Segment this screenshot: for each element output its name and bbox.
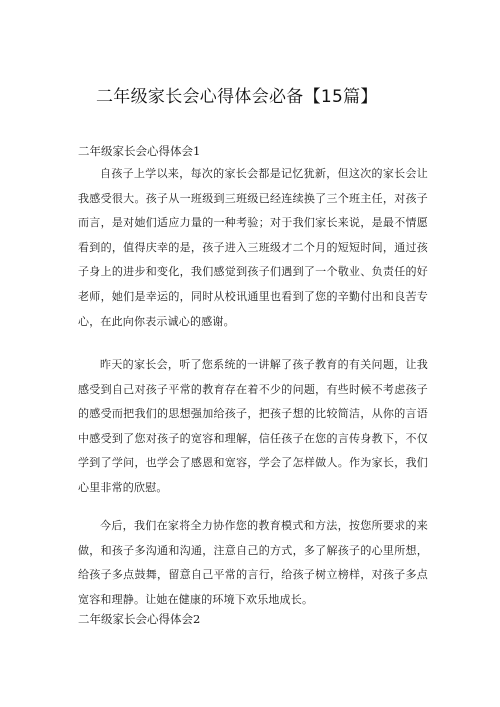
paragraph: 自孩子上学以来，每次的家长会都是记忆犹新，但这次的家长会让我感受很大。孩子从一班级到三班级已经连续换了三个班主任，对孩子而言，是对她们适应力量的一种考验；对于我们家长来说，是最不情愿看到的，值得庆幸的是，孩子进入三班级才二个月的短短时间，通过孩子身上的进步和变化，我们感觉到孩子们遇到了一个敬业、负责任的好老师，她们是幸运的，同时从校讯通里也看到了您的辛勤付出和良苦专心，在此向你表示诚心的感谢。 (78, 167, 428, 328)
section-heading: 二年级家长会心得体会1 (78, 144, 201, 158)
paragraph: 今后，我们在家将全力协作您的教育模式和方法，按您所要求的来做，和孩子多沟通和沟通，注意自己的方式，多了解孩子的心里所想，给孩子多点鼓舞，留意自己平常的言行，给孩子树立榜样，对孩子多点宽容和理静。让她在健康的环境下欢乐地成长。 (78, 519, 428, 606)
paragraph: 昨天的家长会，听了您系统的一讲解了孩子教育的有关问题，让我感受到自己对孩子平常的教育存在着不少的问题，有些时候不考虑孩子的感受而把我们的思想强加给孩子，把孩子想的比较简洁，从你的言语中感受到了您对孩子的宽容和理解，信任孩子在您的言传身教下，不仅学到了学问，也学会了感恩和宽容，学会了怎样做人。作为家长，我们心里非常的欣慰。 (78, 358, 428, 494)
document-title: 二年级家长会心得体会必备【15篇】 (96, 87, 378, 107)
section-heading: 二年级家长会心得体会2 (78, 612, 201, 626)
